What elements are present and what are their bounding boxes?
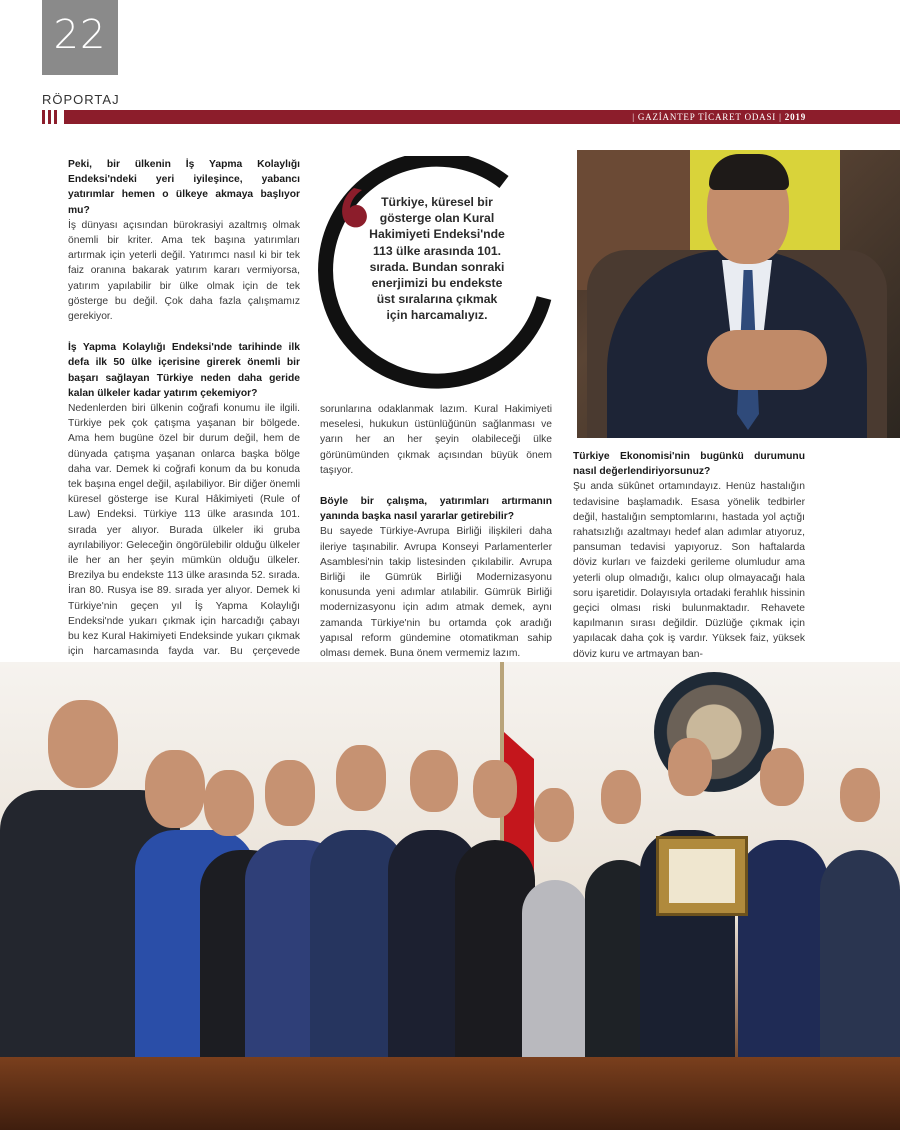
section-label: RÖPORTAJ	[42, 92, 120, 107]
article-column-2	[320, 402, 552, 661]
floor	[0, 1057, 900, 1130]
answer-3: Bu sayede Türkiye-Avrupa Birliği ilişkileri daha ileriye taşınabilir. Avrupa Konseyi Parlamenterler Asamblesi'nin takip listesinden çıkılabilir. Avrupa Birliği ile Gümrük Birliği Modernizasyonu konusunda yeni adımlar atılabilir. Gümrük Birliği modernizasyonu için adım atmak demek, aynı zamanda Türkiye'nin bu ortamda çok aradığı yapısal reform gündemine otomatikman sahip olması demek. Buna önem vermemiz lazım.	[320, 526, 552, 660]
pull-quote-text: Türkiye, küresel bir gösterge olan Kural Hakimiyeti Endeksi'nde 113 ülke arasında 101. sırada. Bundan sonraki enerjimizi bu endekste üst sıralarına çıkmak için harcamalıyız.	[369, 195, 505, 323]
article-column-3	[573, 449, 805, 662]
article-column-1	[68, 157, 300, 690]
interview-portrait-photo	[577, 150, 900, 438]
publication-title: | GAZİANTEP TİCARET ODASI |	[632, 112, 782, 122]
pull-quote	[318, 156, 556, 392]
header-bar-stripes	[42, 110, 62, 124]
question-2: İş Yapma Kolaylığı Endeksi'nde tarihinde ilk defa ilk 50 ülke içerisine girerek önemli bir başarı sağlayan Türkiye neden daha geride kalan ülkeler kadar yatırım çekemiyor?	[68, 342, 300, 399]
answer-2-continued: sorunlarına odaklanmak lazım. Kural Hakimiyeti meselesi, hukukun üstünlüğünün sağlanması ve yarın her an her şeyin olabileceği ülke görünümünden çıkmak açısından büyük önem taşıyor.	[320, 404, 552, 476]
answer-1: İş dünyası açısından bürokrasiyi azaltmış olmak önemli bir kriter. Ama tek başına yatırımları artırmak için yeterli değil. Yatırımcı nasıl ki bir tek faiz oranına bakarak yatırım kararı vermiyorsa, yatırım yapılabilir bir ülke olmak için de tek gösterge bu değil. Çok daha fazla çalışmamız gerekiyor.	[68, 219, 300, 323]
question-3: Böyle bir çalışma, yatırımları artırmanın yanında başka nasıl yararlar getirebilir?	[320, 496, 552, 523]
publication-year: 2019	[784, 112, 806, 122]
answer-2: Nedenlerden biri ülkenin coğrafi konumu ile ilgili. Türkiye pek çok çatışma yaşanan bir bölgede. Ama hem bugüne özel bir durum değil, hem de dünyada çatışma yaşanan onlarca başka bölge daha var. Demek ki coğrafi konum da bu konuda tek başına engel değil, aşılabiliyor. Bir diğer önemli küresel gösterge ise Kural Hâkimiyeti (Rule of Law) Endeksi. Türkiye 113 ülke arasında 101. sırada yer alıyor. Burada ülkeler iki gruba ayrılabiliyor: Geleceğin öngörülebilir olduğu ülkeler ile her an her şeyin mümkün olduğu ülkeler. Brezilya bu endekste 113 ülke arasında 52. sırada. İran 80. Rusya ise 89. sırada yer alıyor. Demek ki Türkiye'nin geçen yıl İş Yapma Kolaylığı Endeksi'nde yukarı çıkmak için harcadığı çabayı bu kez Kural Hakimiyeti Endeksinde yukarı çıkmak için harcamasında fayda var. Bu çerçevede	[68, 403, 300, 658]
page-number-box	[42, 0, 118, 75]
answer-4: Şu anda sükûnet ortamındayız. Henüz hastalığın tedavisine başlamadık. Esasa yönelik tedbirler değil, hastalığın semptomlarını, hastada yol açtığı rahatsızlığı azaltmayı hedef alan adımlar atıyoruz, pansuman tedavisi yapıyoruz. Son haftalarda döviz kurları ve faizdeki gerileme olumludur ama yeterli olup olmadığı, kalıcı olup olmayacağı hala soru işaretidir. Dolayısıyla ortadaki ferahlık hissinin geçici olması riski bulunmaktadır. Rehavete kapılmanın sırası değildir. Düzlüğe çıkmak için yapılacak daha çok iş vardır. Yüksek faiz, yüksek döviz kuru ve artmayan ban-	[573, 481, 805, 660]
question-4: Türkiye Ekonomisi'nin bugünkü durumunu nasıl değerlendiriyorsunuz?	[573, 451, 805, 478]
page-number: 22	[53, 12, 107, 58]
group-photo	[0, 662, 900, 1130]
question-1: Peki, bir ülkenin İş Yapma Kolaylığı Endeksi'ndeki yeri iyileşince, yabancı yatırımlar hemen o ülkeye akmaya başlıyor mu?	[68, 159, 300, 216]
publication-name	[632, 111, 806, 123]
award-plaque	[656, 836, 748, 916]
